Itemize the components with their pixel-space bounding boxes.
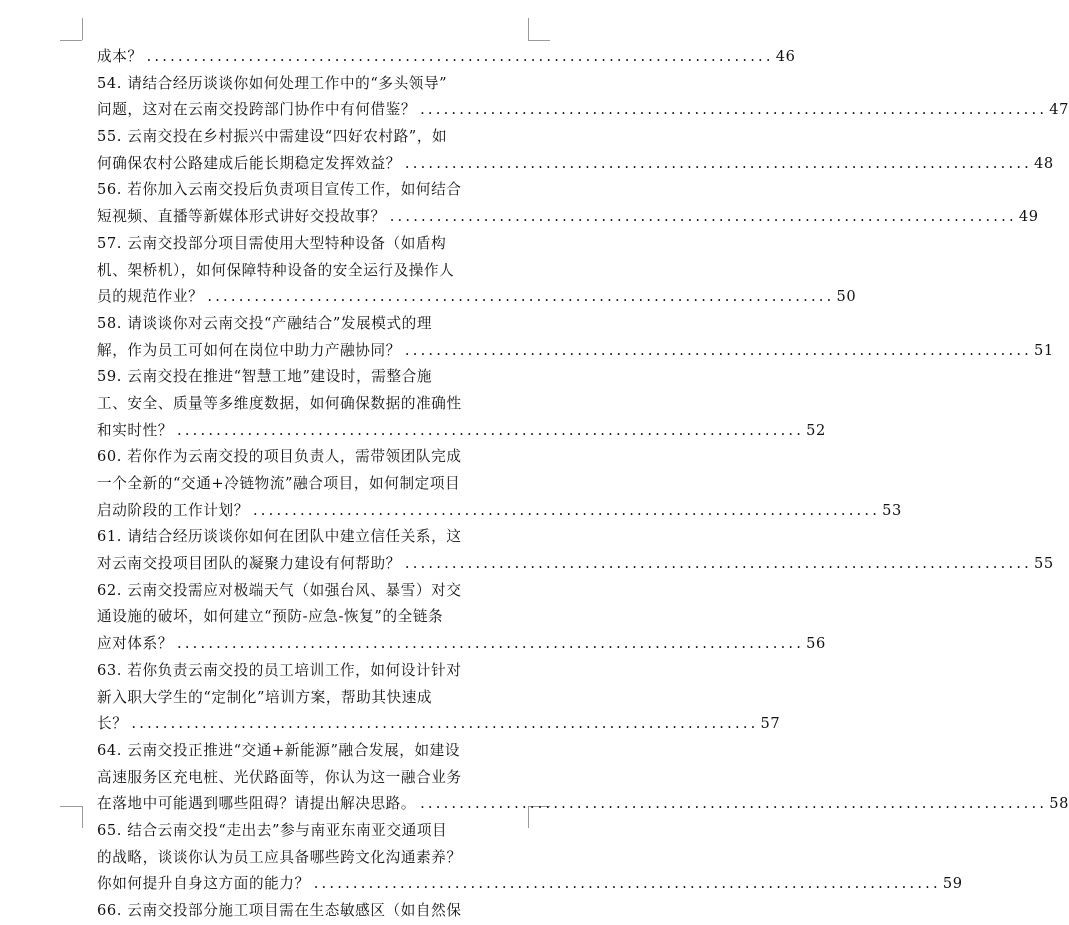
toc-line-text: 58. 请谈谈你对云南交投“产融结合”发展模式的理 [97,314,433,332]
toc-line-text: 解，作为员工可如何在岗位中助力产融协同？ [97,341,401,359]
toc-line-text: 66. 云南交投部分施工项目需在生态敏感区（如自然保 [97,902,462,919]
toc-line-text: 在落地中可能遇到哪些阻碍？请提出解决思路。 [97,795,417,813]
toc-line [97,498,902,525]
toc-line [97,97,1069,124]
toc-page-number: 55 [1034,555,1054,573]
toc-page-number: 51 [1034,341,1054,359]
crop-mark-tl-h [60,40,82,41]
toc-leader-dots: ................................................................................ [404,154,1033,172]
toc-page-number: 58 [1049,795,1069,813]
toc-page-number: 50 [836,288,857,306]
toc-entry[interactable] [97,738,1069,818]
crop-mark-tr-h [528,40,550,41]
toc-leader-dots: ................................................................................ [404,555,1033,573]
toc-line-text: 61. 请结合经历谈谈你如何在团队中建立信任关系，这 [97,528,462,546]
toc-line [97,284,857,311]
toc-page-number: 56 [806,635,826,653]
toc-line-text: 何确保农村公路建成后能长期稳定发挥效益？ [97,154,401,172]
toc-line-text: 54. 请结合经历谈谈你如何处理工作中的“多头领导” [97,74,448,92]
toc-leader-dots: ................................................................................ [313,875,941,893]
toc-line [97,471,521,498]
toc-line [97,685,521,712]
toc-line-text: 一个全新的“交通+冷链物流”融合项目，如何制定项目 [97,475,461,492]
toc-line [97,524,521,551]
toc-line-text: 机、架桥机），如何保障特种设备的安全运行及操作人 [97,261,455,279]
toc-line [97,311,521,338]
toc-entry[interactable] [97,658,781,738]
toc-entry[interactable] [97,364,826,444]
toc-leader-dots: ................................................................................ [176,635,805,653]
toc-line [97,177,521,204]
toc-line [97,711,781,738]
toc-entry[interactable] [97,578,826,658]
toc-line [97,791,1069,818]
toc-line-text: 57. 云南交投部分项目需使用大型特种设备（如盾构 [97,234,447,252]
toc-leader-dots: ................................................................................ [176,421,805,439]
toc-line-text: 短视频、直播等新媒体形式讲好交投故事？ [97,208,386,226]
toc-line [97,364,521,391]
toc-line-text: 60. 若你作为云南交投的项目负责人，需带领团队完成 [97,448,462,466]
toc-line-text: 员的规范作业？ [97,288,204,306]
crop-mark-tl-v [82,18,83,40]
toc-page-number: 48 [1034,154,1054,172]
toc-line-text: 56. 若你加入云南交投后负责项目宣传工作，如何结合 [97,181,462,199]
toc-line [97,204,1039,231]
toc-line [97,258,521,285]
toc-line [97,44,796,71]
toc-line [97,231,521,258]
toc-leader-dots: ................................................................................ [146,48,774,65]
toc-line-text: 62. 云南交投需应对极端天气（如强台风、暴雪）对交 [97,581,462,599]
toc-line-text: 通设施的破坏，如何建立“预防-应急-恢复”的全链条 [97,608,444,626]
toc-line [97,765,521,792]
table-of-contents [97,44,1069,925]
toc-line [97,658,521,685]
toc-line [97,578,521,605]
toc-line [97,631,826,658]
toc-line-text: 高速服务区充电桩、光伏路面等，你认为这一融合业务 [97,768,462,786]
toc-line-text: 63. 若你负责云南交投的员工培训工作，如何设计针对 [97,661,462,679]
toc-line [97,124,521,151]
toc-page-number: 59 [942,875,963,893]
toc-line-text: 新入职大学生的“定制化”培训方案，帮助其快速成 [97,688,433,706]
crop-mark-bl-h [60,806,82,807]
toc-line [97,551,1054,578]
toc-line [97,418,826,445]
toc-page-number: 53 [882,501,902,519]
toc-line [97,151,1054,178]
toc-line [97,71,521,98]
toc-line [97,444,521,471]
toc-entry[interactable] [97,177,1039,230]
toc-line [97,845,521,872]
toc-line-text: 启动阶段的工作计划？ [97,501,249,519]
toc-page-number: 47 [1049,101,1069,119]
toc-line-text: 工、安全、质量等多维度数据，如何确保数据的准确性 [97,394,462,412]
toc-page-number: 49 [1018,208,1039,226]
toc-line-text: 应对体系？ [97,635,173,653]
toc-line [97,391,521,418]
toc-line-text: 长？ [97,715,128,733]
crop-mark-tr-v [528,18,529,40]
toc-line-text: 的战略，谈谈你认为员工应具备哪些跨文化沟通素养？ [97,848,462,866]
toc-line [97,604,521,631]
crop-mark-bl-v [82,806,83,828]
toc-leader-dots: ................................................................................ [131,715,759,733]
toc-line [97,738,521,765]
toc-line-text: 65. 结合云南交投“走出去”参与南亚东南亚交通项目 [97,821,448,839]
toc-entry[interactable] [97,71,1069,124]
toc-leader-dots: ................................................................................ [404,341,1033,359]
toc-line-text: 55. 云南交投在乡村振兴中需建设“四好农村路”，如 [97,128,448,146]
toc-entry[interactable] [97,311,1054,364]
toc-line-text: 和实时性？ [97,421,173,439]
toc-line-text: 59. 云南交投在推进“智慧工地”建设时，需整合施 [97,368,433,386]
toc-entry[interactable] [97,444,902,524]
toc-page-number: 46 [775,48,796,65]
toc-leader-dots: ................................................................................ [207,288,835,306]
toc-page-number: 57 [760,715,781,733]
toc-leader-dots: ................................................................................ [389,208,1017,226]
toc-entry[interactable] [97,44,796,71]
toc-leader-dots: ................................................................................ [420,101,1048,119]
toc-entry[interactable] [97,524,1054,577]
toc-line-text: 成本？ [97,48,143,65]
toc-entry[interactable] [97,898,521,925]
toc-entry[interactable] [97,818,963,898]
toc-entry[interactable] [97,231,857,311]
toc-line [97,338,1054,365]
toc-entry[interactable] [97,124,1054,177]
toc-page-number: 52 [806,421,826,439]
toc-line [97,818,521,845]
toc-line-text: 64. 云南交投正推进“交通+新能源”融合发展，如建设 [97,741,461,759]
toc-leader-dots: ................................................................................ [420,795,1048,813]
toc-leader-dots: ................................................................................ [252,501,881,519]
toc-line [97,898,521,925]
toc-line [97,871,963,898]
toc-line-text: 对云南交投项目团队的凝聚力建设有何帮助？ [97,555,401,573]
toc-line-text: 问题，这对在云南交投跨部门协作中有何借鉴？ [97,101,417,119]
toc-line-text: 你如何提升自身这方面的能力？ [97,875,310,893]
